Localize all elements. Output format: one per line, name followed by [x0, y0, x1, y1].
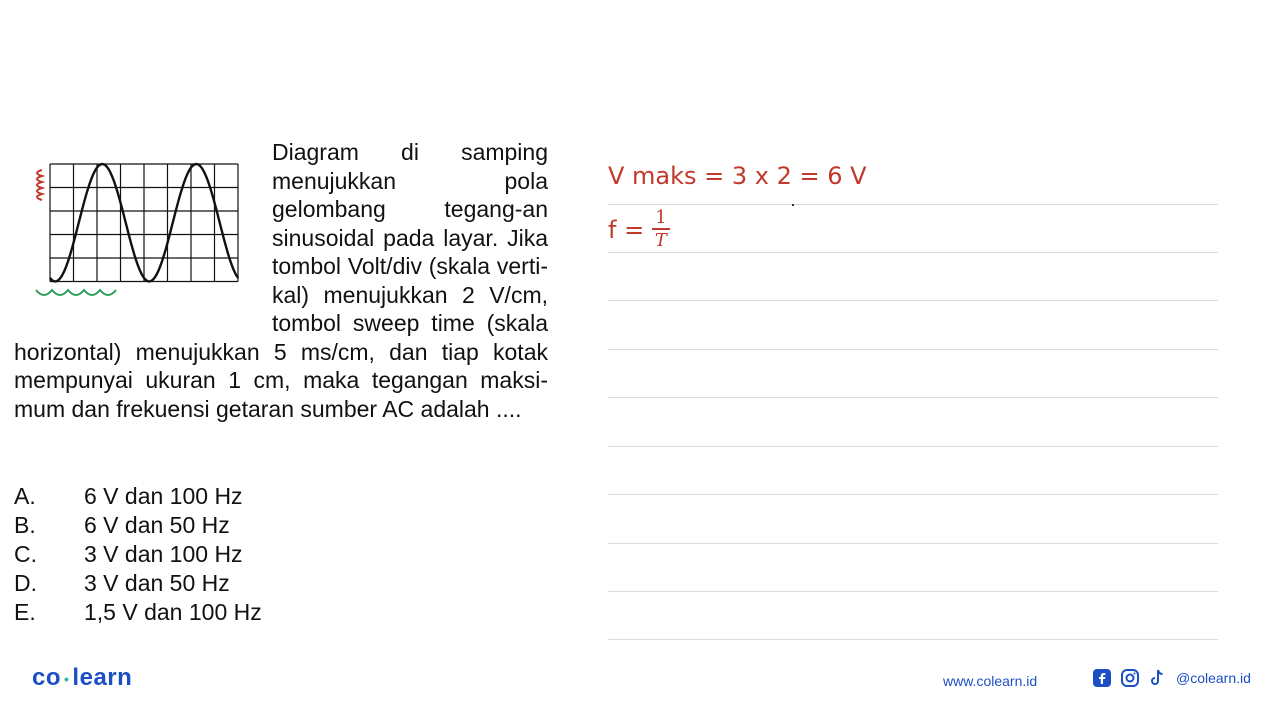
ruled-line	[608, 446, 1218, 447]
oscilloscope-figure	[14, 138, 254, 310]
ruled-line	[608, 543, 1218, 544]
option-letter: A.	[14, 483, 36, 509]
solution-area	[608, 160, 1220, 650]
fraction-denominator: T	[654, 230, 667, 251]
frequency-equation	[608, 208, 670, 252]
option-d[interactable]	[14, 569, 262, 598]
option-e[interactable]	[14, 598, 262, 627]
social-handle[interactable]: @colearn.id	[1176, 670, 1251, 686]
question-block	[14, 138, 548, 423]
instagram-icon[interactable]	[1120, 668, 1140, 688]
website-link[interactable]: www.colearn.id	[943, 673, 1038, 689]
option-b[interactable]	[14, 511, 262, 540]
option-a[interactable]	[14, 482, 262, 511]
option-letter: C.	[14, 541, 37, 567]
ruled-line	[608, 204, 1218, 205]
option-text: 3 V dan 100 Hz	[84, 541, 243, 567]
colearn-logo	[32, 664, 132, 692]
brand-separator: •	[64, 670, 70, 687]
fraction	[652, 208, 669, 252]
option-text: 3 V dan 50 Hz	[84, 570, 230, 596]
brand-right: learn	[72, 664, 133, 691]
ruled-line	[608, 252, 1218, 253]
brand-left: co	[32, 664, 62, 691]
option-c[interactable]	[14, 540, 262, 569]
stray-dot	[792, 204, 794, 206]
option-text: 6 V dan 50 Hz	[84, 512, 230, 538]
option-text: 6 V dan 100 Hz	[84, 483, 243, 509]
ruled-line	[608, 494, 1218, 495]
answer-options	[14, 482, 262, 627]
social-links	[1092, 668, 1251, 688]
facebook-icon[interactable]	[1092, 668, 1112, 688]
tiktok-icon[interactable]	[1148, 668, 1166, 688]
option-letter: B.	[14, 512, 36, 538]
oscilloscope-diagram	[14, 138, 254, 310]
ruled-line	[608, 349, 1218, 350]
ruled-line	[608, 300, 1218, 301]
question-text: Diagram di samping menujukkan pola gelombang tegang-an sinusoidal pada layar. Jika tombol Volt/div (skala verti-kal) menujukkan 2 V/cm, tombol sweep time (skala horizontal) menujukkan 5 ms/cm, dan tiap kotak mempunyai ukuran 1 cm, maka tegangan maksi-mum dan frekuensi getaran sumber AC adalah ....	[14, 139, 548, 422]
ruled-line	[608, 639, 1218, 640]
amplitude-mark	[37, 170, 42, 200]
option-letter: E.	[14, 599, 36, 625]
fraction-numerator: 1	[652, 208, 669, 230]
option-text: 1,5 V dan 100 Hz	[84, 599, 262, 625]
option-letter: D.	[14, 570, 37, 596]
ruled-line	[608, 397, 1218, 398]
vmax-equation: V maks = 3 x 2 = 6 V	[608, 162, 867, 190]
frequency-lhs: f =	[608, 216, 645, 244]
period-mark	[36, 290, 116, 295]
ruled-line	[608, 591, 1218, 592]
